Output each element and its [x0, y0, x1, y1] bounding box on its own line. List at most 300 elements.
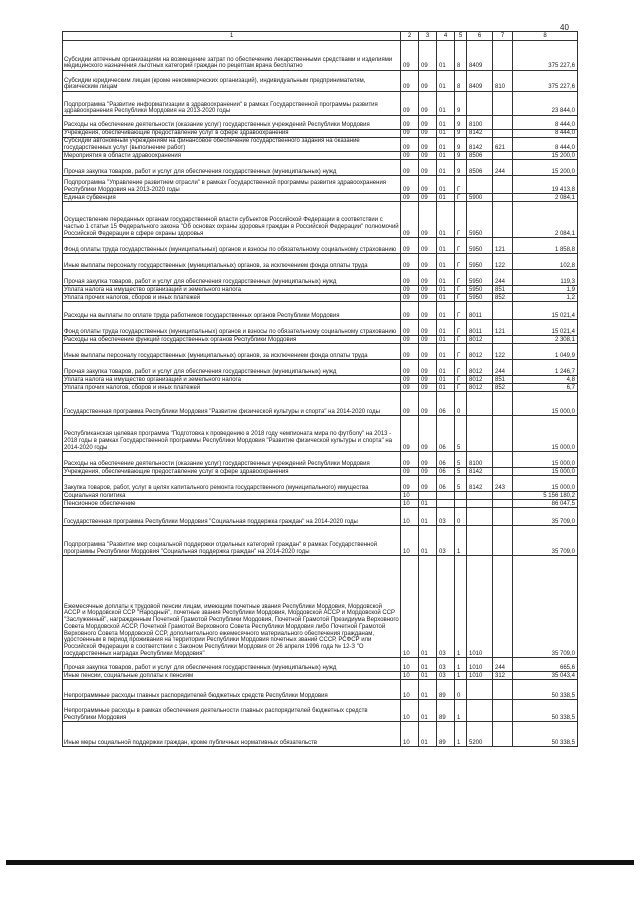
row-name: Подпрограмма "Развитие мер социальной поддержки отдельных категорий граждан" в рамках Государственной программы Республики Мордовия "Социальная поддержка граждан" на 2014-2020 годы [63, 526, 401, 556]
row-col-6: 5950 [467, 270, 493, 286]
row-col-4: 01 [437, 71, 455, 92]
row-name: Уплата прочих налогов, сборов и иных платежей [63, 384, 401, 392]
row-col-3: 09 [419, 138, 437, 152]
row-name: Иные меры социальной поддержки граждан, кроме публичных нормативных обязательств [63, 722, 401, 747]
table-row [63, 672, 578, 680]
row-col-3: 09 [419, 302, 437, 320]
row-amount: 15 200,0 [513, 160, 578, 176]
row-name: Прочая закупка товаров, работ и услуг для обеспечения государственных (муниципальных) нужд [63, 270, 401, 286]
row-col-2: 09 [401, 416, 419, 452]
table-row [63, 416, 578, 452]
row-col-3: 09 [419, 320, 437, 336]
row-col-6 [467, 680, 493, 700]
row-col-4: 01 [437, 360, 455, 376]
row-col-3: 09 [419, 452, 437, 468]
row-col-5: 9 [455, 116, 467, 130]
row-col-6: 5950 [467, 202, 493, 238]
row-amount: 86 047,5 [513, 500, 578, 508]
row-col-3: 09 [419, 71, 437, 92]
row-col-4: 01 [437, 286, 455, 294]
row-name: Социальная политика [63, 492, 401, 500]
row-col-3: 01 [419, 658, 437, 672]
row-col-6: 8506 [467, 152, 493, 160]
row-col-4: 01 [437, 320, 455, 336]
row-amount: 15 000,0 [513, 476, 578, 492]
row-col-4: 03 [437, 508, 455, 526]
header-col-8: 8 [513, 32, 578, 41]
row-col-2: 09 [401, 71, 419, 92]
row-col-2: 09 [401, 238, 419, 254]
row-amount: 35 709,0 [513, 508, 578, 526]
row-name: Мероприятия в области здравоохранения [63, 152, 401, 160]
row-col-4: 01 [437, 194, 455, 202]
row-col-4 [437, 500, 455, 508]
row-col-6: 8012 [467, 360, 493, 376]
row-col-3: 09 [419, 336, 437, 344]
row-name: Иные пенсии, социальные доплаты к пенсиям [63, 672, 401, 680]
row-col-2: 09 [401, 194, 419, 202]
row-col-4: 89 [437, 680, 455, 700]
row-col-7: 312 [493, 672, 513, 680]
row-col-2: 10 [401, 508, 419, 526]
row-col-5: 0 [455, 680, 467, 700]
row-amount: 5 156 180,2 [513, 492, 578, 500]
row-col-2: 09 [401, 302, 419, 320]
row-col-2: 09 [401, 160, 419, 176]
row-col-5: Г [455, 294, 467, 302]
row-col-3: 09 [419, 376, 437, 384]
row-col-7: 122 [493, 254, 513, 270]
row-col-2: 09 [401, 286, 419, 294]
row-col-5: 1 [455, 658, 467, 672]
row-col-3: 09 [419, 130, 437, 138]
row-col-7 [493, 202, 513, 238]
row-col-3: 09 [419, 384, 437, 392]
table-body [63, 41, 578, 747]
table-row [63, 202, 578, 238]
row-col-3: 09 [419, 160, 437, 176]
header-row [63, 32, 578, 41]
table-row [63, 384, 578, 392]
row-col-4: 03 [437, 672, 455, 680]
row-col-6: 8142 [467, 476, 493, 492]
row-col-5: 9 [455, 138, 467, 152]
row-col-6: 5200 [467, 722, 493, 747]
row-col-3: 09 [419, 360, 437, 376]
row-col-4: 06 [437, 392, 455, 416]
row-amount: 50 338,5 [513, 680, 578, 700]
row-col-5: 9 [455, 152, 467, 160]
row-col-7: 244 [493, 360, 513, 376]
row-col-2: 10 [401, 700, 419, 722]
table-row [63, 160, 578, 176]
table-row [63, 194, 578, 202]
row-amount: 15 200,0 [513, 152, 578, 160]
row-col-5 [455, 500, 467, 508]
row-amount: 2 084,1 [513, 194, 578, 202]
row-col-6: 5950 [467, 254, 493, 270]
row-name: Непрограммные расходы главных распорядителей бюджетных средств Республики Мордовия [63, 680, 401, 700]
row-name: Иные выплаты персоналу государственных (муниципальных) органов, за исключением фонда оплаты труда [63, 344, 401, 360]
row-amount: 1 049,9 [513, 344, 578, 360]
row-col-7 [493, 130, 513, 138]
row-col-6: 5950 [467, 238, 493, 254]
row-col-6: 8012 [467, 344, 493, 360]
row-col-6: 8142 [467, 130, 493, 138]
row-col-6 [467, 176, 493, 194]
row-col-3: 01 [419, 526, 437, 556]
row-col-7 [493, 500, 513, 508]
row-col-5: 0 [455, 392, 467, 416]
row-name: Учреждения, обеспечивающие предоставление услуг в сфере здравоохранения [63, 130, 401, 138]
row-col-6: 1010 [467, 672, 493, 680]
row-col-4: 01 [437, 41, 455, 71]
header-col-7: 7 [493, 32, 513, 41]
row-col-2: 09 [401, 116, 419, 130]
row-name: Ежемесячные доплаты к трудовой пенсии лицам, имеющим почетные звания Республики Мордовия, Мордовской АССР и Мордовской ССР "Народный", почетные звания Республики Мордовия, Мордовской АССР и Мордовской ССР "Заслуженный", награжденным Почетной Грамотой Республики Мордовия, Почетной Грамотой Президиума Верховного Совета Мордовской АССР, Почетной Грамотой Верховного Совета Республики Мордовия либо Почетной Грамотой Верховного Совета Мордовской ССР, дополнительного ежемесячного материального обеспечения гражданам, удостоенным в период проживания на территории Республики Мордовия почетных званий СССР, РСФСР или Российской Федерации в соответствии с Законом Республики Мордовия от 26 апреля 1996 года № 12-З "О государственных наградах Республики Мордовия" [63, 556, 401, 658]
row-col-2: 09 [401, 41, 419, 71]
row-col-3 [419, 492, 437, 500]
row-col-4: 03 [437, 556, 455, 658]
row-col-7: 852 [493, 294, 513, 302]
row-col-4: 01 [437, 270, 455, 286]
row-amount: 15 000,0 [513, 392, 578, 416]
table-row [63, 92, 578, 116]
row-col-5: 8 [455, 71, 467, 92]
table-row [63, 130, 578, 138]
header-col-5: 5 [455, 32, 467, 41]
row-amount: 35 043,4 [513, 672, 578, 680]
row-col-2: 09 [401, 176, 419, 194]
row-col-5: Г [455, 270, 467, 286]
row-col-5: Г [455, 302, 467, 320]
row-col-4: 06 [437, 416, 455, 452]
row-amount: 15 021,4 [513, 320, 578, 336]
row-col-5: 9 [455, 160, 467, 176]
row-col-3: 01 [419, 508, 437, 526]
row-col-2: 10 [401, 658, 419, 672]
table-row [63, 452, 578, 468]
row-col-7 [493, 336, 513, 344]
row-col-4: 01 [437, 254, 455, 270]
row-col-6 [467, 416, 493, 452]
row-col-3: 09 [419, 468, 437, 476]
row-col-5: 9 [455, 130, 467, 138]
row-col-2: 09 [401, 138, 419, 152]
row-col-2: 09 [401, 360, 419, 376]
row-amount: 1,9 [513, 286, 578, 294]
row-col-7 [493, 92, 513, 116]
row-col-4: 01 [437, 376, 455, 384]
table-row [63, 286, 578, 294]
row-col-7 [493, 194, 513, 202]
row-col-4: 01 [437, 384, 455, 392]
row-amount: 2 308,1 [513, 336, 578, 344]
row-col-7: 244 [493, 658, 513, 672]
table-row [63, 722, 578, 747]
row-amount: 15 021,4 [513, 302, 578, 320]
row-col-2: 09 [401, 392, 419, 416]
row-col-7 [493, 452, 513, 468]
row-col-5 [455, 492, 467, 500]
row-col-4: 06 [437, 468, 455, 476]
table-row [63, 302, 578, 320]
row-col-2: 09 [401, 270, 419, 286]
table-row [63, 336, 578, 344]
row-amount: 35 709,0 [513, 556, 578, 658]
row-col-4: 01 [437, 294, 455, 302]
row-name: Республиканская целевая программа "Подготовка к проведению в 2018 году чемпионата мира по футболу" на 2013 - 2018 годы в рамках Государственной программы Республики Мордовия "Развитие физической культуры и спорта" на 2014-2020 годы [63, 416, 401, 452]
row-col-6: 8142 [467, 138, 493, 152]
row-amount: 4,8 [513, 376, 578, 384]
row-col-2: 10 [401, 526, 419, 556]
table-row [63, 116, 578, 130]
row-col-4: 01 [437, 202, 455, 238]
row-col-6: 8011 [467, 320, 493, 336]
row-col-5: Г [455, 360, 467, 376]
row-col-7 [493, 176, 513, 194]
row-col-5: 5 [455, 476, 467, 492]
row-col-3: 09 [419, 92, 437, 116]
row-amount: 50 338,5 [513, 722, 578, 747]
row-name: Учреждения, обеспечивающие предоставление услуг в сфере здравоохранения [63, 468, 401, 476]
table-row [63, 508, 578, 526]
row-col-7 [493, 468, 513, 476]
row-col-6: 5950 [467, 294, 493, 302]
row-col-2: 09 [401, 254, 419, 270]
table-row [63, 658, 578, 672]
table-row [63, 556, 578, 658]
row-col-3: 09 [419, 344, 437, 360]
row-col-5: 1 [455, 722, 467, 747]
row-col-4: 01 [437, 130, 455, 138]
table-row [63, 392, 578, 416]
row-col-7 [493, 680, 513, 700]
budget-table [62, 31, 578, 747]
row-col-3: 09 [419, 416, 437, 452]
row-col-6 [467, 492, 493, 500]
page-number: 40 [560, 23, 569, 32]
row-col-6: 8409 [467, 71, 493, 92]
table-row [63, 138, 578, 152]
row-col-5: 5 [455, 416, 467, 452]
row-col-5: 5 [455, 452, 467, 468]
row-name: Подпрограмма "Развитие информатизации в здравоохранении" в рамках Государственной программы развития здравоохранения Республики Мордовия на 2013-2020 годы [63, 92, 401, 116]
row-col-6 [467, 500, 493, 508]
row-col-7 [493, 556, 513, 658]
row-name: Прочая закупка товаров, работ и услуг для обеспечения государственных (муниципальных) нужд [63, 360, 401, 376]
row-col-3: 09 [419, 41, 437, 71]
header-col-2: 2 [401, 32, 419, 41]
row-col-5: Г [455, 254, 467, 270]
row-col-7 [493, 722, 513, 747]
table-row [63, 492, 578, 500]
row-name: Прочая закупка товаров, работ и услуг для обеспечения государственных (муниципальных) нужд [63, 160, 401, 176]
row-col-2: 09 [401, 320, 419, 336]
row-name: Прочая закупка товаров, работ и услуг для обеспечения государственных (муниципальных) нужд [63, 658, 401, 672]
header-col-3: 3 [419, 32, 437, 41]
row-col-3: 01 [419, 680, 437, 700]
row-col-4: 01 [437, 302, 455, 320]
row-col-2: 09 [401, 344, 419, 360]
row-col-2: 09 [401, 468, 419, 476]
row-col-5: Г [455, 384, 467, 392]
row-col-2: 09 [401, 476, 419, 492]
row-col-3: 09 [419, 294, 437, 302]
row-col-3: 01 [419, 700, 437, 722]
row-col-4: 01 [437, 138, 455, 152]
row-col-6 [467, 700, 493, 722]
row-col-5: Г [455, 194, 467, 202]
row-col-7 [493, 41, 513, 71]
row-col-5: Г [455, 376, 467, 384]
row-col-5: Г [455, 336, 467, 344]
row-amount: 8 444,0 [513, 130, 578, 138]
row-name: Расходы на обеспечение функций государственных органов Республики Мордовия [63, 336, 401, 344]
table-row [63, 360, 578, 376]
row-col-5: Г [455, 344, 467, 360]
row-amount: 375 227,6 [513, 71, 578, 92]
row-amount: 15 000,0 [513, 468, 578, 476]
table-row [63, 238, 578, 254]
table-row [63, 526, 578, 556]
row-col-5: 8 [455, 41, 467, 71]
row-col-7 [493, 392, 513, 416]
row-col-5: Г [455, 320, 467, 336]
row-col-7 [493, 152, 513, 160]
row-col-6: 8409 [467, 41, 493, 71]
row-amount: 8 444,0 [513, 116, 578, 130]
table-row [63, 468, 578, 476]
row-name: Иные выплаты персоналу государственных (муниципальных) органов, за исключением фонда оплаты труда [63, 254, 401, 270]
row-name: Уплата налога на имущество организаций и земельного налога [63, 376, 401, 384]
row-col-4: 06 [437, 452, 455, 468]
row-col-4: 03 [437, 658, 455, 672]
table-row [63, 344, 578, 360]
row-col-7: 621 [493, 138, 513, 152]
row-col-3: 09 [419, 270, 437, 286]
row-col-7 [493, 508, 513, 526]
row-col-2: 09 [401, 384, 419, 392]
row-col-6: 1010 [467, 658, 493, 672]
table-row [63, 41, 578, 71]
row-col-3: 01 [419, 672, 437, 680]
row-col-3: 01 [419, 722, 437, 747]
row-col-2: 10 [401, 672, 419, 680]
row-col-4: 03 [437, 526, 455, 556]
row-col-3: 09 [419, 476, 437, 492]
row-col-3: 09 [419, 286, 437, 294]
row-col-7 [493, 492, 513, 500]
row-name: Единая субвенция [63, 194, 401, 202]
table-row [63, 476, 578, 492]
row-col-3: 01 [419, 500, 437, 508]
row-col-2: 09 [401, 294, 419, 302]
row-name: Фонд оплаты труда государственных (муниципальных) органов и взносы по обязательному социальному страхованию [63, 320, 401, 336]
row-col-6: 8100 [467, 452, 493, 468]
scan-bottom-edge [6, 860, 634, 865]
row-col-2: 10 [401, 500, 419, 508]
row-col-2: 09 [401, 452, 419, 468]
row-col-3: 09 [419, 238, 437, 254]
row-col-5: Г [455, 286, 467, 294]
row-name: Субсидии автономным учреждениям на финансовое обеспечение государственного задания на оказание государственных услуг (выполнение работ) [63, 138, 401, 152]
row-amount: 1 858,8 [513, 238, 578, 254]
row-col-4: 01 [437, 336, 455, 344]
row-col-4: 01 [437, 238, 455, 254]
row-col-2: 10 [401, 680, 419, 700]
row-name: Расходы на обеспечение деятельности (оказание услуг) государственных учреждений Республики Мордовия [63, 452, 401, 468]
row-col-3: 09 [419, 152, 437, 160]
row-name: Уплата прочих налогов, сборов и иных платежей [63, 294, 401, 302]
row-col-6: 8012 [467, 336, 493, 344]
row-col-6: 8100 [467, 116, 493, 130]
row-col-6: 5900 [467, 194, 493, 202]
row-name: Субсидии аптечным организациям на возмещение затрат по обеспечению лекарственными средствами и изделиями медицинского назначения льготных категорий граждан по рецептам врача бесплатно [63, 41, 401, 71]
row-col-5: 1 [455, 556, 467, 658]
row-col-7: 810 [493, 71, 513, 92]
table-row [63, 71, 578, 92]
header-col-6: 6 [467, 32, 493, 41]
row-col-3: 09 [419, 202, 437, 238]
row-col-6: 8012 [467, 384, 493, 392]
row-col-7: 243 [493, 476, 513, 492]
row-col-6: 5950 [467, 286, 493, 294]
row-name: Пенсионное обеспечение [63, 500, 401, 508]
row-name: Государственная программа Республики Мордовия "Развитие физической культуры и спорта" на 2014-2020 годы [63, 392, 401, 416]
row-col-6 [467, 508, 493, 526]
row-col-6 [467, 392, 493, 416]
row-amount: 15 000,0 [513, 416, 578, 452]
row-amount: 1 246,7 [513, 360, 578, 376]
row-col-5: Г [455, 238, 467, 254]
row-col-6: 8506 [467, 160, 493, 176]
row-col-7: 851 [493, 286, 513, 294]
row-col-2: 09 [401, 376, 419, 384]
row-col-2: 09 [401, 336, 419, 344]
row-col-5: 9 [455, 92, 467, 116]
row-col-2: 10 [401, 722, 419, 747]
row-col-7: 244 [493, 160, 513, 176]
row-col-4 [437, 492, 455, 500]
row-name: Уплата налога на имущество организаций и земельного налога [63, 286, 401, 294]
row-col-5: 1 [455, 672, 467, 680]
row-col-4: 89 [437, 722, 455, 747]
row-col-3: 09 [419, 176, 437, 194]
row-col-7: 852 [493, 384, 513, 392]
row-col-2: 10 [401, 492, 419, 500]
row-name: Расходы на обеспечение деятельности (оказание услуг) государственных учреждений Республики Мордовия [63, 116, 401, 130]
row-col-7: 121 [493, 320, 513, 336]
row-col-3: 09 [419, 392, 437, 416]
row-col-6 [467, 92, 493, 116]
row-col-7 [493, 700, 513, 722]
row-amount: 50 338,5 [513, 700, 578, 722]
row-col-5: 1 [455, 700, 467, 722]
row-col-4: 01 [437, 176, 455, 194]
row-col-5: Г [455, 202, 467, 238]
row-name: Осуществление переданных органам государственной власти субъектов Российской Федерации в соответствии с частью 1 статьи 15 Федерального закона "Об основах охраны здоровья граждан в Российской Федерации" полномочий Российской Федерации в сфере охраны здоровья [63, 202, 401, 238]
table-row [63, 270, 578, 286]
table-row [63, 294, 578, 302]
row-name: Расходы на выплаты по оплате труда работников государственных органов Республики Мордовия [63, 302, 401, 320]
table-row [63, 700, 578, 722]
row-amount: 19 413,8 [513, 176, 578, 194]
row-name: Закупка товаров, работ, услуг в целях капитального ремонта государственного (муниципального) имущества [63, 476, 401, 492]
row-col-7 [493, 416, 513, 452]
row-col-2: 09 [401, 202, 419, 238]
row-col-3: 09 [419, 116, 437, 130]
